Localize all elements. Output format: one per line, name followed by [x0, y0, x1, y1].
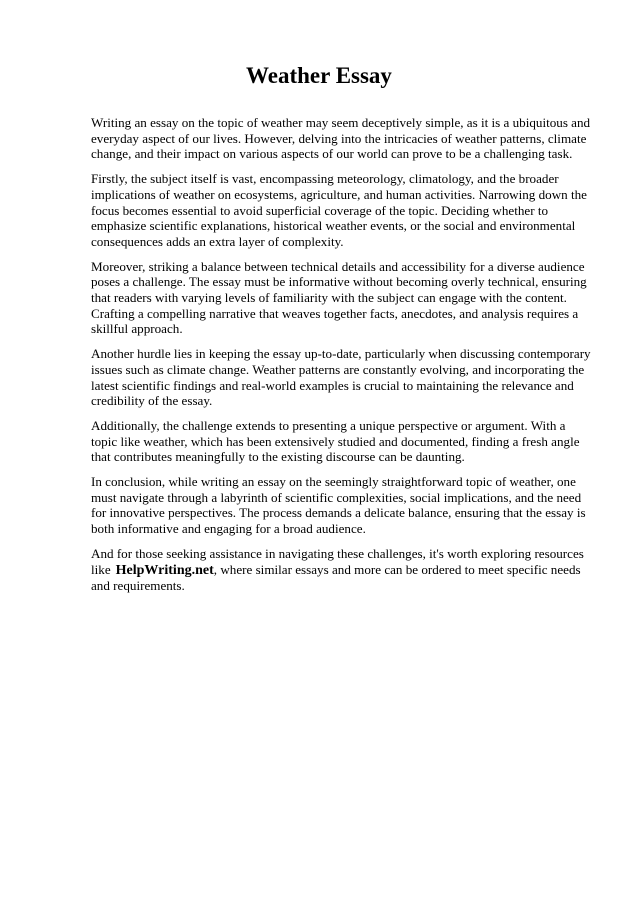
closing-text-before: And for those seeking assistance in navigating these challenges, it's worth exploring resources like — [91, 545, 584, 577]
paragraph-3: Moreover, striking a balance between technical details and accessibility for a diverse audience poses a challenge. The essay must be informative without becoming overly technical, ensuring that readers with varying levels of familiarity with the subject can engage with the content. Crafting a compelling narrative that weaves together facts, anecdotes, and analysis requires a skillful approach. — [91, 258, 587, 337]
closing-paragraph — [91, 546, 591, 594]
paragraph-2: Firstly, the subject itself is vast, encompassing meteorology, climatology, and the broader implications of weather on ecosystems, agriculture, and human activities. Narrowing down the focus becomes essential to avoid superficial coverage of the topic. Deciding whether to emphasize scientific explanations, historical weather events, or the social and environmental consequences adds an extra layer of complexity. — [91, 171, 587, 249]
paragraph-1: Writing an essay on the topic of weather may seem deceptively simple, as it is a ubiquitous and everyday aspect of our lives. However, delving into the intricacies of weather patterns, climate change, and their impact on various aspects of our world can prove to be a challenging task. — [91, 115, 591, 162]
document-title: Weather Essay — [246, 63, 392, 88]
closing-text-after: , where similar essays and more can be ordered to meet specific needs and requirements. — [91, 561, 581, 594]
paragraph-6: In conclusion, while writing an essay on the seemingly straightforward topic of weather, one must navigate through a labyrinth of scientific complexities, social implications, and the need for innovative perspectives. The process demands a delicate balance, ensuring that the essay is both informative and engaging for a broad audience. — [91, 474, 586, 537]
paragraph-4: Another hurdle lies in keeping the essay up-to-date, particularly when discussing contemporary issues such as climate change. Weather patterns are constantly evolving, and incorporating the latest scientific findings and real-world examples is crucial to maintaining the relevance and credibility of the essay. — [91, 346, 591, 409]
paragraph-5: Additionally, the challenge extends to presenting a unique perspective or argument. With a topic like weather, which has been extensively studied and documented, finding a fresh angle that contributes meaningfully to the existing discourse can be daunting. — [91, 417, 580, 465]
helpwriting-link[interactable]: HelpWriting.net — [115, 562, 214, 578]
